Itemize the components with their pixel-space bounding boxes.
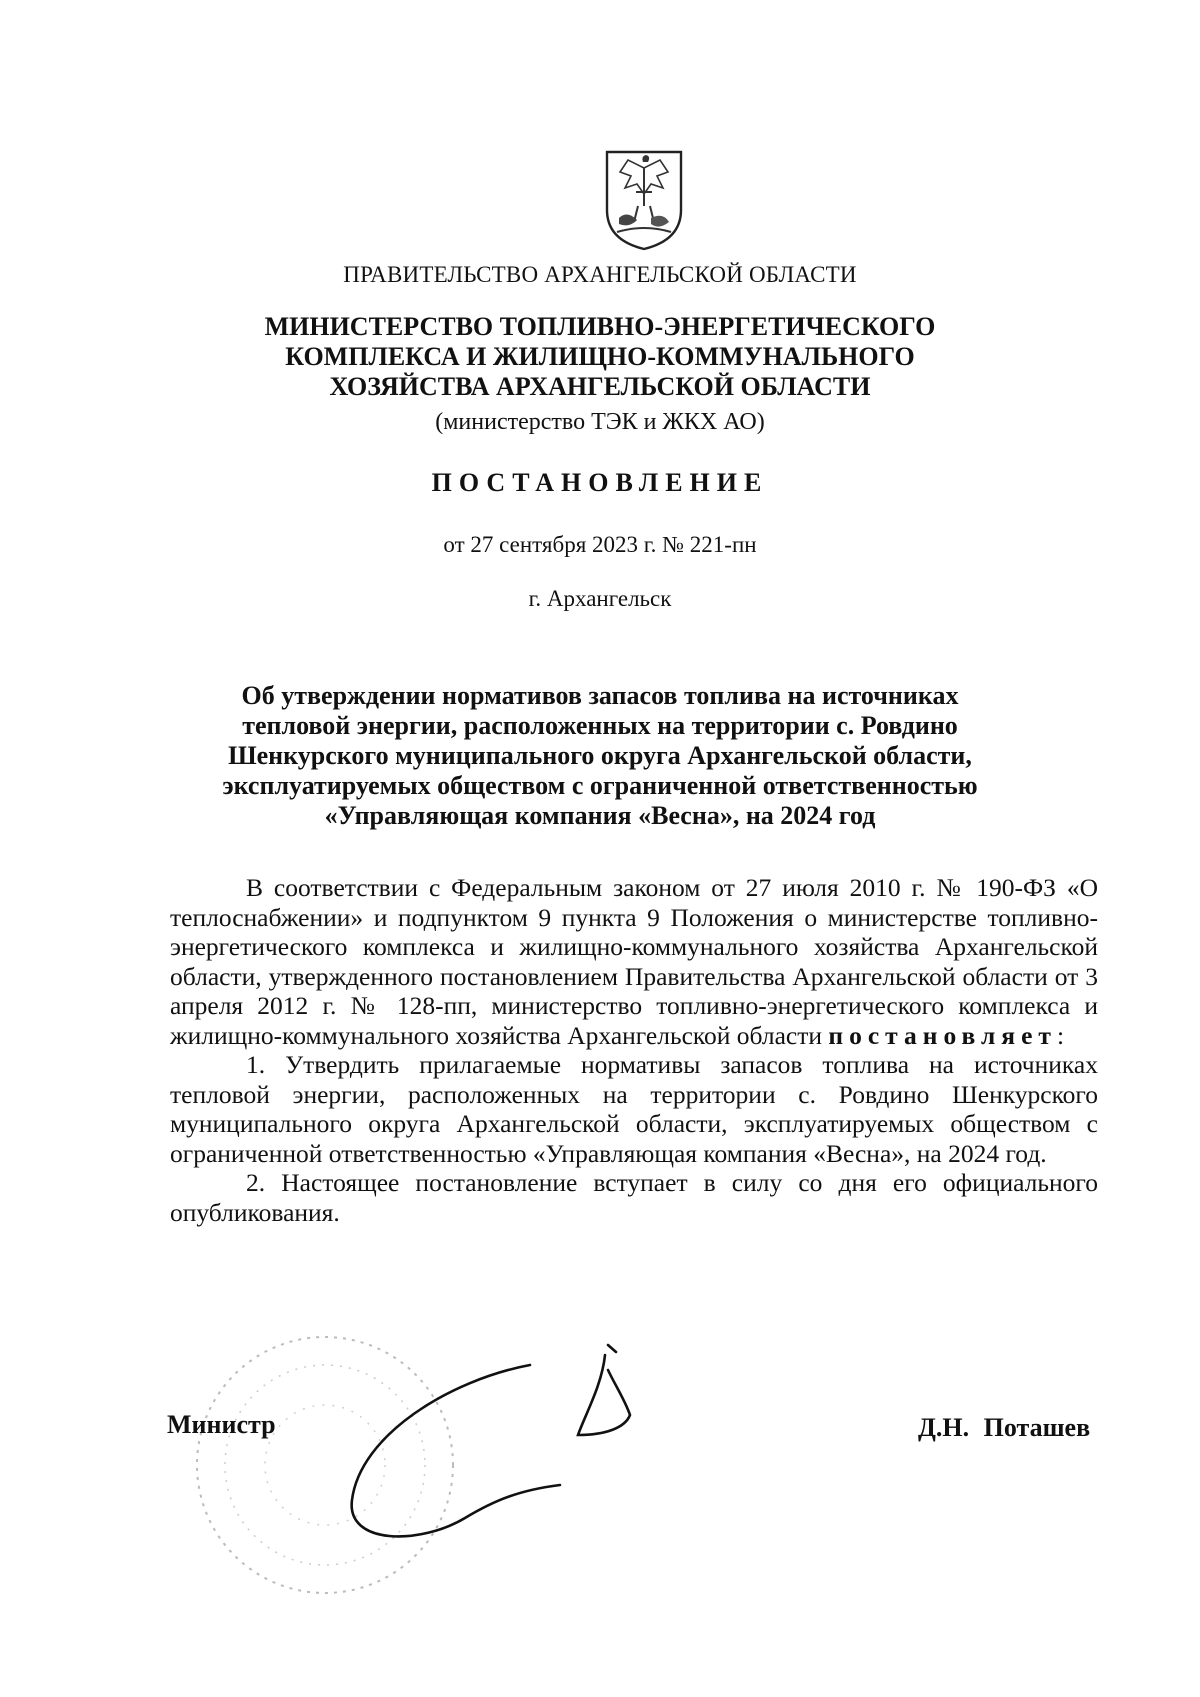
preamble-text: В соответствии с Федеральным законом от 27 июля 2010 г. № 190-ФЗ «О теплоснабжении» и подпунктом 9 пункта 9 Положения о министерстве топливно-энергетического комплекса и жилищно-коммунального хозяйства Архангельской области, утвержденного постановлением Правительства Архангельской области от 3 апреля 2012 г. № 128-пп, министерство топливно-энергетического комплекса и жилищно-коммунального хозяйства Архангельской области bbox=[170, 873, 1098, 1050]
ministry-abbreviation: (министерство ТЭК и ЖКХ АО) bbox=[435, 409, 765, 435]
subject-line: эксплуатируемых обществом с ограниченной ответственностью bbox=[222, 771, 978, 800]
subject-line: тепловой энергии, расположенных на территории с. Ровдино bbox=[242, 711, 958, 740]
signatory-title: Министр bbox=[167, 1410, 276, 1439]
ministry-name-line: ХОЗЯЙСТВА АРХАНГЕЛЬСКОЙ ОБЛАСТИ bbox=[329, 372, 871, 401]
ministry-name-line: МИНИСТЕРСТВО ТОПЛИВНО-ЭНЕРГЕТИЧЕСКОГО bbox=[264, 312, 936, 341]
item-2-paragraph: 2. Настоящее постановление вступает в силу со дня его официального опубликования. bbox=[170, 1168, 1098, 1227]
item-1-paragraph: 1. Утвердить прилагаемые нормативы запасов топлива на источниках тепловой энергии, расположенных на территории с. Ровдино Шенкурского муниципального округа Архангельской области, эксплуатируемых обществом с ограниченной ответственностью «Управляющая компания «Весна», на 2024 год. bbox=[170, 1050, 1098, 1168]
ministry-name bbox=[0, 312, 1200, 402]
document-subject bbox=[0, 681, 1200, 831]
preamble-paragraph bbox=[170, 873, 1098, 1050]
subject-line: Об утверждении нормативов запасов топлива на источниках bbox=[241, 681, 959, 710]
signatory-name: Д.Н. Поташев bbox=[918, 1413, 1091, 1442]
coat-of-arms-icon bbox=[603, 148, 685, 252]
document-body bbox=[170, 873, 1098, 1227]
document-date-number: от 27 сентября 2023 г. № 221-пн bbox=[443, 532, 757, 557]
resolves-word: постановляет bbox=[828, 1020, 1057, 1050]
document-type: ПОСТАНОВЛЕНИЕ bbox=[431, 468, 769, 497]
subject-line: «Управляющая компания «Весна», на 2024 год bbox=[324, 801, 876, 830]
government-name: ПРАВИТЕЛЬСТВО АРХАНГЕЛЬСКОЙ ОБЛАСТИ bbox=[343, 262, 857, 287]
ministry-name-line: КОМПЛЕКСА И ЖИЛИЩНО-КОММУНАЛЬНОГО bbox=[285, 342, 915, 371]
handwritten-signature bbox=[330, 1340, 710, 1550]
subject-line: Шенкурского муниципального округа Архангельской области, bbox=[228, 741, 972, 770]
resolves-colon: : bbox=[1056, 1020, 1065, 1050]
document-city: г. Архангельск bbox=[528, 586, 672, 611]
